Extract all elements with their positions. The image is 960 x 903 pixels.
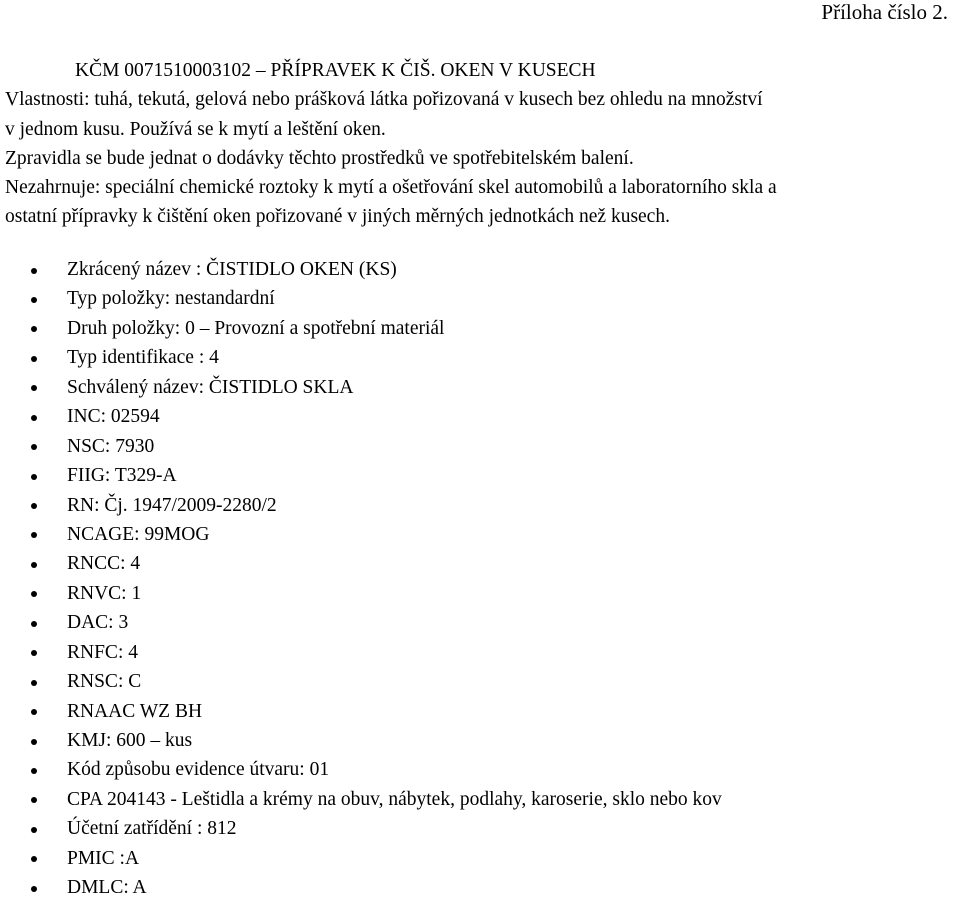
list-item: INC: 02594 (0, 402, 722, 431)
list-item: Kód způsobu evidence útvaru: 01 (0, 755, 722, 784)
list-item: KMJ: 600 – kus (0, 726, 722, 755)
list-item: RN: Čj. 1947/2009-2280/2 (0, 491, 722, 520)
list-item: FIIG: T329-A (0, 461, 722, 490)
list-item: Zkrácený název : ČISTIDLO OKEN (KS) (0, 255, 722, 284)
list-item: Typ identifikace : 4 (0, 343, 722, 372)
list-item: CPA 204143 - Leštidla a krémy na obuv, nábytek, podlahy, karoserie, sklo nebo kov (0, 785, 722, 814)
list-item: DMLC: A (0, 873, 722, 902)
attribute-list (0, 255, 722, 903)
list-item: RNVC: 1 (0, 579, 722, 608)
list-item: Druh položky: 0 – Provozní a spotřební materiál (0, 314, 722, 343)
description-line: Nezahrnuje: speciální chemické roztoky k mytí a ošetřování skel automobilů a laboratorního skla a (5, 177, 777, 199)
item-description (5, 56, 960, 232)
list-item: PMIC :A (0, 844, 722, 873)
description-line: Zpravidla se bude jednat o dodávky těchto prostředků ve spotřebitelském balení. (5, 147, 634, 169)
list-item: Typ položky: nestandardní (0, 284, 722, 313)
list-item: RNSC: C (0, 667, 722, 696)
list-item: RNFC: 4 (0, 638, 722, 667)
description-line: v jednom kusu. Používá se k mytí a leštění oken. (5, 118, 386, 140)
description-line: Vlastnosti: tuhá, tekutá, gelová nebo prášková látka pořizovaná v kusech bez ohledu na množství (5, 89, 763, 111)
list-item: Schválený název: ČISTIDLO SKLA (0, 373, 722, 402)
list-item: NCAGE: 99MOG (0, 520, 722, 549)
list-item: NSC: 7930 (0, 432, 722, 461)
list-item: RNCC: 4 (0, 549, 722, 578)
description-line: ostatní přípravky k čištění oken pořizované v jiných měrných jednotkách než kusech. (5, 206, 670, 228)
item-title: KČM 0071510003102 – PŘÍPRAVEK K ČIŠ. OKEN V KUSECH (75, 60, 596, 81)
list-item: RNAAC WZ BH (0, 697, 722, 726)
list-item: DAC: 3 (0, 608, 722, 637)
list-item: Účetní zatřídění : 812 (0, 814, 722, 843)
annex-label: Příloha číslo 2. (821, 0, 948, 24)
